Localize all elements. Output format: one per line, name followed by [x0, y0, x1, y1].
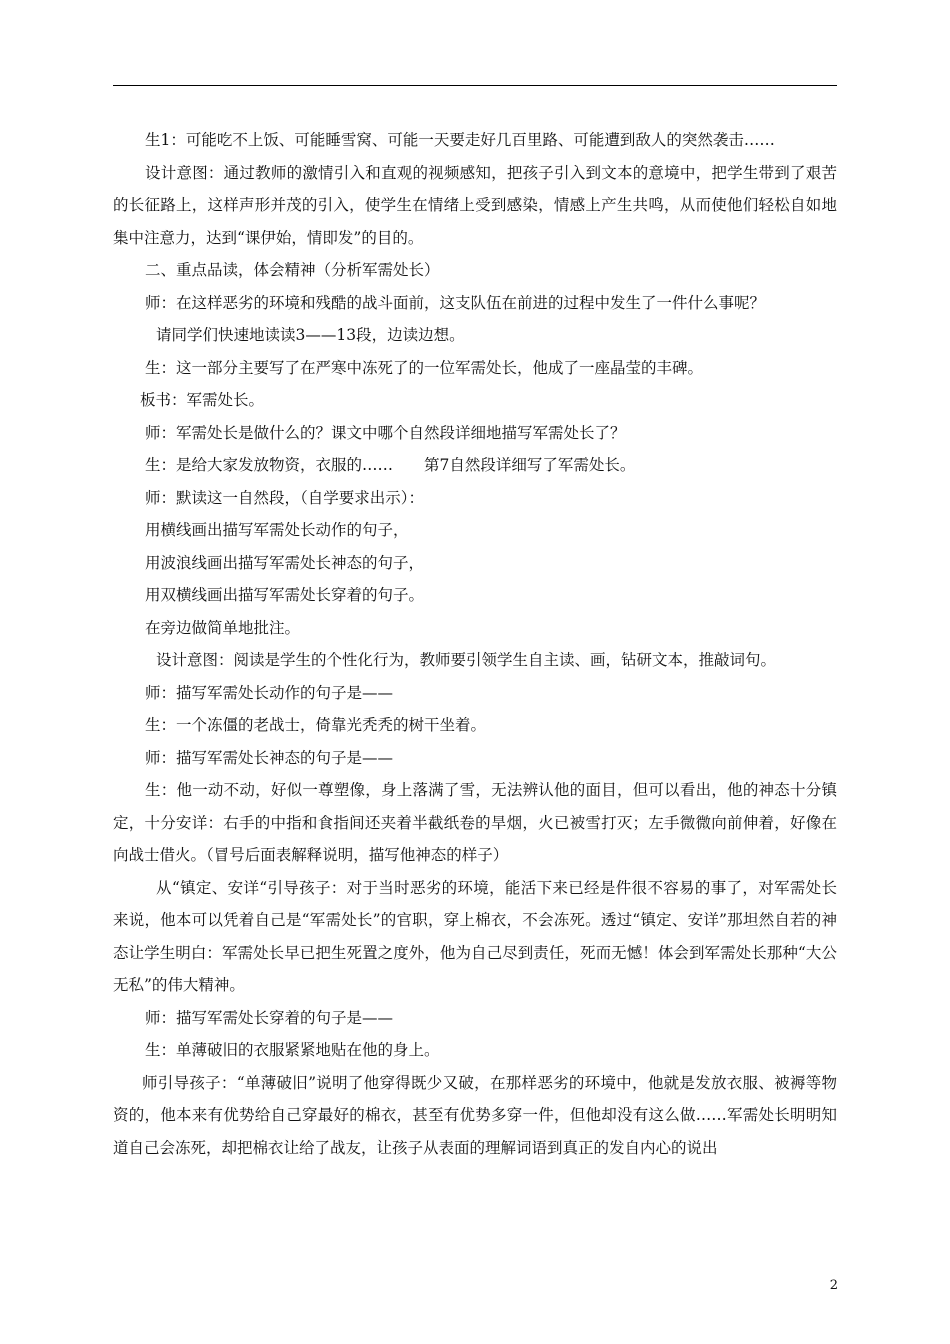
- paragraph: 生：单薄破旧的衣服紧紧地贴在他的身上。: [145, 1041, 440, 1059]
- paragraph: 用波浪线画出描写军需处长神态的句子，: [145, 553, 425, 572]
- paragraph: 生1：可能吃不上饭、可能睡雪窝、可能一天要走好几百里路、可能遭到敌人的突然袭击……: [145, 131, 775, 149]
- paragraph: 师：军需处长是做什么的？课文中哪个自然段详细地描写军需处长了？: [145, 423, 626, 442]
- paragraph: 用双横线画出描写军需处长穿着的句子。: [145, 586, 425, 604]
- header-rule: [113, 85, 837, 86]
- section-heading: 二、重点品读，体会精神（分析军需处长）: [145, 261, 440, 279]
- paragraph: 师：默读这一自然段，（自学要求出示）：: [145, 488, 425, 507]
- paragraph: 师：描写军需处长穿着的句子是——: [145, 1008, 394, 1027]
- page-number: 2: [829, 1278, 838, 1293]
- paragraph: 师：描写军需处长神态的句子是——: [145, 748, 394, 767]
- paragraph: 设计意图：通过教师的激情引入和直观的视频感知，把孩子引入到文本的意境中，把学生带到了艰苦的长征路上，这样声形并茂的引入，使学生在情绪上受到感染，情感上产生共鸣，从而使他们轻松自如地集中注意力，达到“课伊始，情即发”的目的。: [113, 163, 837, 247]
- paragraph: 请同学们快速地读读3——13段，边读边想。: [156, 326, 465, 344]
- paragraph: 生：这一部分主要写了在严寒中冻死了的一位军需处长，他成了一座晶莹的丰碑。: [145, 358, 704, 377]
- paragraph: 用横线画出描写军需处长动作的句子，: [145, 521, 409, 539]
- paragraph: 师引导孩子：“单薄破旧”说明了他穿得既少又破，在那样恶劣的环境中，他就是发放衣服、被褥等物资的，他本来有优势给自己穿最好的棉衣，甚至有优势多穿一件，但他却没有这么做……军需处长明明知道自己会冻死，却把棉衣让给了战友，让孩子从表面的理解词语到真正的发自内心的说出: [113, 1073, 837, 1157]
- paragraph: 在旁边做简单地批注。: [145, 618, 301, 637]
- paragraph: 设计意图：阅读是学生的个性化行为，教师要引领学生自主读、画，钻研文本，推敲词句。: [156, 651, 777, 669]
- paragraph: 板书：军需处长。: [140, 391, 265, 409]
- paragraph: 生：他一动不动，好似一尊塑像，身上落满了雪，无法辨认他的面目，但可以看出，他的神态十分镇定，十分安详：右手的中指和食指间还夹着半截纸卷的旱烟，火已被雪打灭；左手微微向前伸着，好像在向战士借火。（冒号后面表解释说明，描写他神态的样子）: [113, 781, 837, 864]
- paragraph: 生：是给大家发放物资，衣服的…… 第7自然段详细写了军需处长。: [145, 456, 636, 474]
- paragraph: 师：在这样恶劣的环境和残酷的战斗面前，这支队伍在前进的过程中发生了一件什么事呢？: [145, 293, 766, 312]
- paragraph: 师：描写军需处长动作的句子是——: [145, 683, 394, 702]
- paragraph: 生：一个冻僵的老战士，倚靠光秃秃的树干坐着。: [145, 716, 487, 734]
- document-body: [113, 124, 837, 1164]
- paragraph: 从“镇定、安详“引导孩子：对于当时恶劣的环境，能活下来已经是件很不容易的事了，对军需处长来说，他本可以凭着自己是“军需处长”的官职，穿上棉衣，不会冻死。透过“镇定、安详”那坦然自若的神态让学生明白：军需处长早已把生死置之度外，他为自己尽到责任，死而无憾！体会到军需处长那种“大公无私”的伟大精神。: [113, 878, 837, 994]
